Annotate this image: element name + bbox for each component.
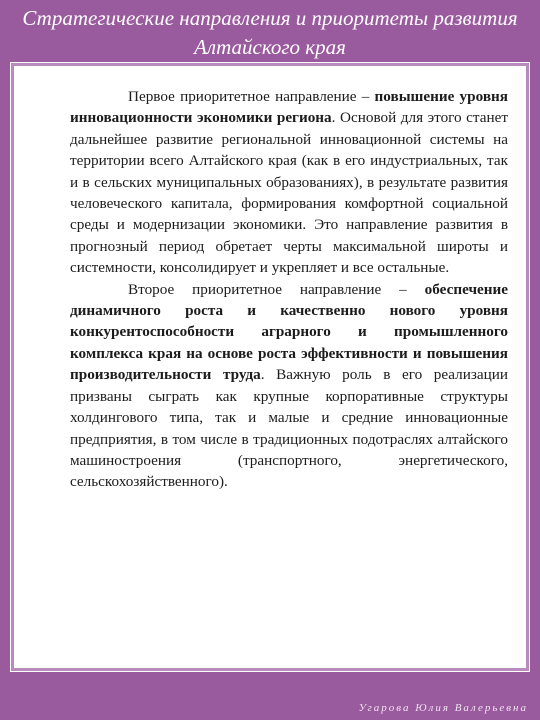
paragraph-second-direction bbox=[70, 279, 508, 493]
paragraph-body: . Важную роль в его реализации призваны сыграть как крупные корпоративные структуры холдингового типа, так и малые и средние инновационные предприятия, в том числе в традиционных подотраслях алтайского машиностроения (транспортного, энергетического, сельскохозяйственного). bbox=[70, 366, 509, 491]
slide-title bbox=[0, 4, 540, 62]
author-name: Угарова Юлия Валерьевна bbox=[358, 702, 528, 714]
paragraph-lead: Первое приоритетное направление – bbox=[128, 88, 375, 105]
paragraph-lead: Второе приоритетное направление – bbox=[128, 280, 425, 298]
paragraph-emphasis: повышение уровня инновационности экономики региона bbox=[70, 88, 508, 127]
paragraph-first-direction bbox=[70, 86, 508, 279]
slide-title-line-1: Стратегические направления и приоритеты развития bbox=[22, 6, 518, 30]
slide-title-line-2: Алтайского края bbox=[194, 35, 346, 59]
paragraph-body: . Основой для этого станет дальнейшее развитие региональной инновационной системы на территории всего Алтайского края (как в его индустриальных, так и в сельских муниципальных образованиях), в результате развития человеческого капитала, формирования комфортной социальной среды и модернизации экономики. Это направление развития в прогнозный период обретает черты максимальной широты и системности, консолидирует и укрепляет и все остальные. bbox=[70, 109, 508, 277]
paragraph-emphasis: обеспечение динамичного роста и качественно нового уровня конкурентоспособности аграрного и промышленного комплекса края на основе роста эффективности и повышения производительности труда bbox=[70, 280, 508, 384]
content-text bbox=[70, 86, 508, 493]
